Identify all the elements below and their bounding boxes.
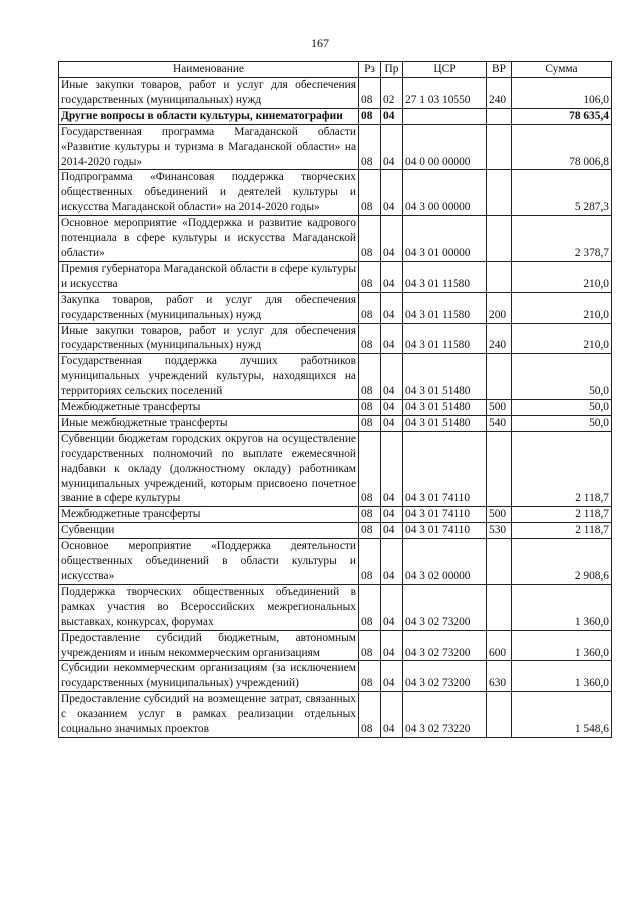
cell-rz: 08 bbox=[359, 261, 381, 292]
table-row bbox=[59, 108, 612, 124]
cell-vr: 630 bbox=[487, 661, 512, 692]
cell-name: Закупка товаров, работ и услуг для обеспечения государственных (муниципальных) нужд bbox=[59, 292, 359, 323]
cell-pr: 02 bbox=[381, 78, 403, 109]
cell-rz: 08 bbox=[359, 539, 381, 585]
header-pr: Пр bbox=[381, 62, 403, 78]
table-row bbox=[59, 661, 612, 692]
table-row bbox=[59, 523, 612, 539]
cell-sum: 2 118,7 bbox=[512, 523, 612, 539]
cell-sum: 1 360,0 bbox=[512, 630, 612, 661]
table-row bbox=[59, 170, 612, 216]
cell-name: Иные межбюджетные трансферты bbox=[59, 415, 359, 431]
table-row bbox=[59, 431, 612, 507]
cell-sum: 78 006,8 bbox=[512, 124, 612, 170]
cell-vr bbox=[487, 692, 512, 738]
table-row bbox=[59, 78, 612, 109]
cell-csr: 04 3 01 51480 bbox=[403, 354, 487, 400]
cell-vr: 200 bbox=[487, 292, 512, 323]
cell-pr: 04 bbox=[381, 170, 403, 216]
cell-vr bbox=[487, 539, 512, 585]
table-row bbox=[59, 124, 612, 170]
cell-rz: 08 bbox=[359, 124, 381, 170]
cell-name: Основное мероприятие «Поддержка деятельности общественных объединений в области культуры и искусства» bbox=[59, 539, 359, 585]
cell-name: Государственная программа Магаданской области «Развитие культуры и туризма в Магаданской области» на 2014-2020 годы» bbox=[59, 124, 359, 170]
table-row bbox=[59, 323, 612, 354]
cell-rz: 08 bbox=[359, 354, 381, 400]
cell-csr: 04 3 02 00000 bbox=[403, 539, 487, 585]
cell-sum: 5 287,3 bbox=[512, 170, 612, 216]
cell-rz: 08 bbox=[359, 415, 381, 431]
cell-rz: 08 bbox=[359, 216, 381, 262]
table-row bbox=[59, 507, 612, 523]
table-row bbox=[59, 400, 612, 416]
cell-vr bbox=[487, 354, 512, 400]
cell-csr: 04 3 01 51480 bbox=[403, 400, 487, 416]
cell-rz: 08 bbox=[359, 692, 381, 738]
cell-sum: 210,0 bbox=[512, 323, 612, 354]
cell-pr: 04 bbox=[381, 661, 403, 692]
cell-csr: 04 3 01 00000 bbox=[403, 216, 487, 262]
cell-csr: 04 3 02 73220 bbox=[403, 692, 487, 738]
cell-vr bbox=[487, 216, 512, 262]
cell-pr: 04 bbox=[381, 108, 403, 124]
cell-rz: 08 bbox=[359, 323, 381, 354]
cell-csr: 04 3 01 74110 bbox=[403, 523, 487, 539]
cell-name: Иные закупки товаров, работ и услуг для обеспечения государственных (муниципальных) нужд bbox=[59, 323, 359, 354]
cell-sum: 2 118,7 bbox=[512, 431, 612, 507]
cell-pr: 04 bbox=[381, 216, 403, 262]
cell-csr: 04 3 00 00000 bbox=[403, 170, 487, 216]
cell-sum: 1 360,0 bbox=[512, 661, 612, 692]
cell-vr: 540 bbox=[487, 415, 512, 431]
cell-vr bbox=[487, 431, 512, 507]
cell-csr: 04 3 01 74110 bbox=[403, 507, 487, 523]
cell-sum: 2 118,7 bbox=[512, 507, 612, 523]
cell-pr: 04 bbox=[381, 124, 403, 170]
cell-csr: 04 3 01 11580 bbox=[403, 323, 487, 354]
cell-pr: 04 bbox=[381, 400, 403, 416]
cell-name: Государственная поддержка лучших работников муниципальных учреждений культуры, находящихся на территориях сельских поселений bbox=[59, 354, 359, 400]
cell-rz: 08 bbox=[359, 584, 381, 630]
header-rz: Рз bbox=[359, 62, 381, 78]
cell-name: Предоставление субсидий бюджетным, автономным учреждениям и иным некоммерческим организациям bbox=[59, 630, 359, 661]
cell-rz: 08 bbox=[359, 292, 381, 323]
cell-pr: 04 bbox=[381, 692, 403, 738]
cell-name: Предоставление субсидий на возмещение затрат, связанных с оказанием услуг в рамках реализации отдельных социально значимых проектов bbox=[59, 692, 359, 738]
cell-rz: 08 bbox=[359, 170, 381, 216]
cell-pr: 04 bbox=[381, 584, 403, 630]
cell-sum: 2 908,6 bbox=[512, 539, 612, 585]
table-row bbox=[59, 584, 612, 630]
cell-pr: 04 bbox=[381, 523, 403, 539]
cell-csr: 04 3 02 73200 bbox=[403, 630, 487, 661]
cell-vr bbox=[487, 170, 512, 216]
header-csr: ЦСР bbox=[403, 62, 487, 78]
cell-rz: 08 bbox=[359, 523, 381, 539]
cell-name: Межбюджетные трансферты bbox=[59, 507, 359, 523]
cell-csr: 04 3 01 51480 bbox=[403, 415, 487, 431]
cell-rz: 08 bbox=[359, 630, 381, 661]
cell-sum: 210,0 bbox=[512, 261, 612, 292]
header-vr: ВР bbox=[487, 62, 512, 78]
cell-vr: 500 bbox=[487, 507, 512, 523]
cell-name: Премия губернатора Магаданской области в сфере культуры и искусства bbox=[59, 261, 359, 292]
cell-rz: 08 bbox=[359, 108, 381, 124]
cell-pr: 04 bbox=[381, 323, 403, 354]
budget-table bbox=[58, 61, 612, 738]
cell-pr: 04 bbox=[381, 507, 403, 523]
cell-vr: 240 bbox=[487, 323, 512, 354]
cell-name: Субсидии некоммерческим организациям (за исключением государственных (муниципальных) учреждений) bbox=[59, 661, 359, 692]
cell-vr: 500 bbox=[487, 400, 512, 416]
cell-csr: 04 3 02 73200 bbox=[403, 661, 487, 692]
cell-sum: 210,0 bbox=[512, 292, 612, 323]
cell-pr: 04 bbox=[381, 539, 403, 585]
cell-vr bbox=[487, 108, 512, 124]
cell-name: Иные закупки товаров, работ и услуг для обеспечения государственных (муниципальных) нужд bbox=[59, 78, 359, 109]
cell-rz: 08 bbox=[359, 78, 381, 109]
cell-vr: 530 bbox=[487, 523, 512, 539]
cell-csr: 04 3 01 11580 bbox=[403, 261, 487, 292]
table-row bbox=[59, 216, 612, 262]
cell-name: Поддержка творческих общественных объединений в рамках участия во Всероссийских межрегиональных выставках, конкурсах, форумах bbox=[59, 584, 359, 630]
cell-rz: 08 bbox=[359, 431, 381, 507]
cell-name: Межбюджетные трансферты bbox=[59, 400, 359, 416]
cell-name: Основное мероприятие «Поддержка и развитие кадрового потенциала в сфере культуры и искусства Магаданской области» bbox=[59, 216, 359, 262]
table-row bbox=[59, 415, 612, 431]
table-row bbox=[59, 292, 612, 323]
cell-sum: 78 635,4 bbox=[512, 108, 612, 124]
cell-rz: 08 bbox=[359, 507, 381, 523]
cell-pr: 04 bbox=[381, 431, 403, 507]
cell-rz: 08 bbox=[359, 661, 381, 692]
cell-sum: 1 360,0 bbox=[512, 584, 612, 630]
cell-name: Субвенции бюджетам городских округов на осуществление государственных полномочий по выплате ежемесячной надбавки к окладу (должностному окладу) работникам муниципальных учреждений, которым присвоено почетное звание в сфере культуры bbox=[59, 431, 359, 507]
table-row bbox=[59, 692, 612, 738]
table-row bbox=[59, 354, 612, 400]
cell-sum: 2 378,7 bbox=[512, 216, 612, 262]
cell-vr: 600 bbox=[487, 630, 512, 661]
cell-sum: 1 548,6 bbox=[512, 692, 612, 738]
cell-pr: 04 bbox=[381, 292, 403, 323]
cell-pr: 04 bbox=[381, 261, 403, 292]
cell-sum: 50,0 bbox=[512, 400, 612, 416]
header-name: Наименование bbox=[59, 62, 359, 78]
cell-name: Подпрограмма «Финансовая поддержка творческих общественных объединений и деятелей культуры и искусства Магаданской области» на 2014-2020 годы» bbox=[59, 170, 359, 216]
cell-csr: 04 3 01 11580 bbox=[403, 292, 487, 323]
cell-pr: 04 bbox=[381, 415, 403, 431]
cell-csr: 27 1 03 10550 bbox=[403, 78, 487, 109]
cell-csr: 04 0 00 00000 bbox=[403, 124, 487, 170]
table-row bbox=[59, 261, 612, 292]
cell-rz: 08 bbox=[359, 400, 381, 416]
table-row bbox=[59, 630, 612, 661]
table-header-row bbox=[59, 62, 612, 78]
cell-name: Субвенции bbox=[59, 523, 359, 539]
cell-sum: 106,0 bbox=[512, 78, 612, 109]
table-row bbox=[59, 539, 612, 585]
header-sum: Сумма bbox=[512, 62, 612, 78]
cell-vr bbox=[487, 261, 512, 292]
cell-sum: 50,0 bbox=[512, 415, 612, 431]
cell-csr bbox=[403, 108, 487, 124]
cell-vr bbox=[487, 124, 512, 170]
cell-vr bbox=[487, 584, 512, 630]
cell-sum: 50,0 bbox=[512, 354, 612, 400]
cell-csr: 04 3 01 74110 bbox=[403, 431, 487, 507]
cell-pr: 04 bbox=[381, 354, 403, 400]
cell-csr: 04 3 02 73200 bbox=[403, 584, 487, 630]
cell-vr: 240 bbox=[487, 78, 512, 109]
cell-pr: 04 bbox=[381, 630, 403, 661]
page-number: 167 bbox=[311, 36, 329, 50]
cell-name: Другие вопросы в области культуры, кинематографии bbox=[59, 108, 359, 124]
